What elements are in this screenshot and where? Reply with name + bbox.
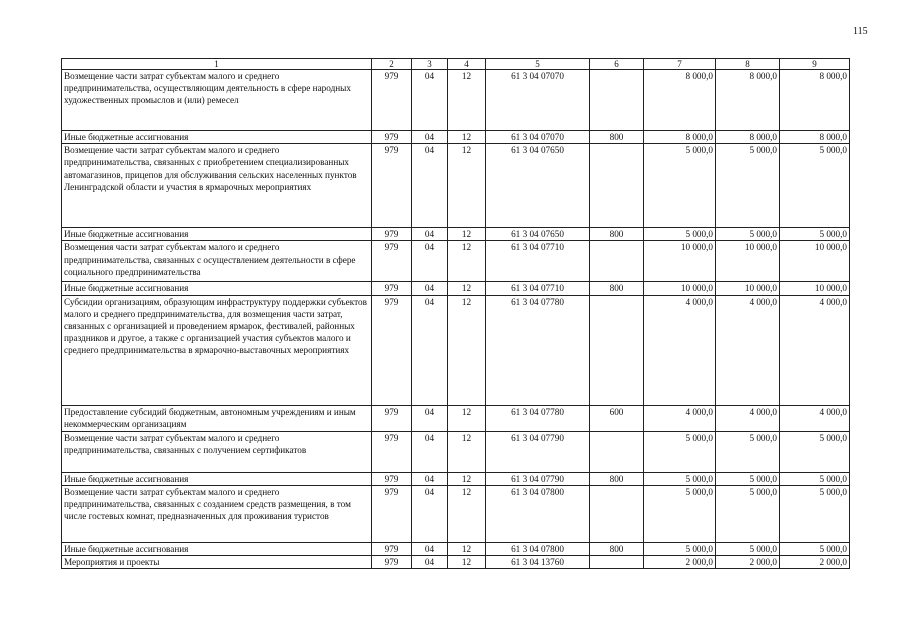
amount-year-2: 5 000,0 [716,431,780,472]
amount-year-1: 8 000,0 [644,70,716,131]
target-article-code: 61 3 04 07790 [486,472,590,485]
subsection-code: 12 [448,485,486,542]
section-code: 04 [412,70,448,131]
table-row [62,131,850,144]
amount-year-2: 10 000,0 [716,282,780,295]
column-number: 9 [780,59,850,70]
column-number: 5 [486,59,590,70]
section-code: 04 [412,472,448,485]
amount-year-3: 10 000,0 [780,241,850,282]
amount-year-2: 4 000,0 [716,405,780,431]
amount-year-1: 4 000,0 [644,295,716,405]
amount-year-2: 8 000,0 [716,131,780,144]
section-code: 04 [412,431,448,472]
table-row [62,556,850,569]
expense-type-code: 800 [590,131,644,144]
table-row [62,405,850,431]
expense-type-code [590,70,644,131]
amount-year-3: 5 000,0 [780,542,850,555]
amount-year-1: 5 000,0 [644,542,716,555]
section-code: 04 [412,241,448,282]
table-row [62,485,850,542]
column-number: 2 [372,59,412,70]
target-article-code: 61 3 04 07780 [486,295,590,405]
amount-year-2: 5 000,0 [716,472,780,485]
section-code: 04 [412,405,448,431]
row-description: Иные бюджетные ассигнования [62,472,372,485]
amount-year-1: 5 000,0 [644,144,716,228]
amount-year-3: 2 000,0 [780,556,850,569]
amount-year-3: 4 000,0 [780,295,850,405]
budget-table [61,58,850,569]
table-row [62,542,850,555]
section-code: 04 [412,282,448,295]
column-number: 8 [716,59,780,70]
row-description: Предоставление субсидий бюджетным, автономным учреждениям и иным некоммерческим организациям [62,405,372,431]
row-description: Иные бюджетные ассигнования [62,542,372,555]
table-row [62,431,850,472]
amount-year-3: 8 000,0 [780,131,850,144]
subsection-code: 12 [448,556,486,569]
amount-year-1: 5 000,0 [644,472,716,485]
amount-year-2: 8 000,0 [716,70,780,131]
row-description: Иные бюджетные ассигнования [62,228,372,241]
target-article-code: 61 3 04 07800 [486,542,590,555]
subsection-code: 12 [448,131,486,144]
ministry-code: 979 [372,241,412,282]
row-description: Возмещение части затрат субъектам малого и среднего предпринимательства, связанных с получением сертификатов [62,431,372,472]
amount-year-1: 5 000,0 [644,431,716,472]
amount-year-1: 4 000,0 [644,405,716,431]
row-description: Мероприятия и проекты [62,556,372,569]
ministry-code: 979 [372,431,412,472]
expense-type-code: 800 [590,472,644,485]
section-code: 04 [412,228,448,241]
amount-year-3: 5 000,0 [780,431,850,472]
amount-year-2: 5 000,0 [716,144,780,228]
amount-year-1: 10 000,0 [644,241,716,282]
ministry-code: 979 [372,556,412,569]
target-article-code: 61 3 04 07070 [486,131,590,144]
expense-type-code: 800 [590,282,644,295]
target-article-code: 61 3 04 13760 [486,556,590,569]
column-number: 3 [412,59,448,70]
expense-type-code: 800 [590,542,644,555]
table-row [62,472,850,485]
column-number: 6 [590,59,644,70]
amount-year-3: 4 000,0 [780,405,850,431]
expense-type-code: 800 [590,228,644,241]
expense-type-code [590,295,644,405]
table-row [62,241,850,282]
target-article-code: 61 3 04 07710 [486,241,590,282]
amount-year-3: 5 000,0 [780,228,850,241]
ministry-code: 979 [372,472,412,485]
amount-year-1: 2 000,0 [644,556,716,569]
ministry-code: 979 [372,70,412,131]
ministry-code: 979 [372,282,412,295]
section-code: 04 [412,485,448,542]
page-number: 115 [853,26,868,37]
target-article-code: 61 3 04 07780 [486,405,590,431]
amount-year-2: 5 000,0 [716,542,780,555]
target-article-code: 61 3 04 07070 [486,70,590,131]
ministry-code: 979 [372,405,412,431]
subsection-code: 12 [448,295,486,405]
table-row [62,282,850,295]
section-code: 04 [412,542,448,555]
expense-type-code [590,241,644,282]
expense-type-code: 600 [590,405,644,431]
amount-year-2: 2 000,0 [716,556,780,569]
amount-year-2: 5 000,0 [716,485,780,542]
row-description: Иные бюджетные ассигнования [62,282,372,295]
row-description: Иные бюджетные ассигнования [62,131,372,144]
row-description: Возмещение части затрат субъектам малого и среднего предпринимательства, связанных с приобретением специализированных автомагазинов, прицепов для обслуживания сельских населенных пунктов Ленинградской области и участия в ярмарочных мероприятиях [62,144,372,228]
section-code: 04 [412,144,448,228]
target-article-code: 61 3 04 07800 [486,485,590,542]
amount-year-3: 10 000,0 [780,282,850,295]
ministry-code: 979 [372,131,412,144]
amount-year-3: 5 000,0 [780,144,850,228]
amount-year-1: 5 000,0 [644,485,716,542]
row-description: Возмещение части затрат субъектам малого и среднего предпринимательства, связанных с созданием средств размещения, в том числе гостевых комнат, предназначенных для проживания туристов [62,485,372,542]
amount-year-3: 5 000,0 [780,472,850,485]
column-number: 4 [448,59,486,70]
expense-type-code [590,144,644,228]
expense-type-code [590,556,644,569]
row-description: Возмещения части затрат субъектам малого и среднего предпринимательства, связанных с осуществлением деятельности в сфере социального предпринимательства [62,241,372,282]
subsection-code: 12 [448,70,486,131]
subsection-code: 12 [448,542,486,555]
target-article-code: 61 3 04 07790 [486,431,590,472]
amount-year-1: 5 000,0 [644,228,716,241]
column-number: 1 [62,59,372,70]
amount-year-2: 10 000,0 [716,241,780,282]
ministry-code: 979 [372,295,412,405]
column-number: 7 [644,59,716,70]
table-row [62,228,850,241]
amount-year-2: 4 000,0 [716,295,780,405]
amount-year-1: 8 000,0 [644,131,716,144]
row-description: Субсидии организациям, образующим инфраструктуру поддержки субъектов малого и среднего предпринимательства, для возмещения части затрат, связанных с организацией и проведением ярмарок, фестивалей, районных праздников и другое, а также с организацией участия субъектов малого и среднего предпринимательства в ярмарочно-выставочных мероприятиях [62,295,372,405]
ministry-code: 979 [372,542,412,555]
amount-year-1: 10 000,0 [644,282,716,295]
amount-year-3: 5 000,0 [780,485,850,542]
expense-type-code [590,485,644,542]
section-code: 04 [412,556,448,569]
expense-type-code [590,431,644,472]
section-code: 04 [412,131,448,144]
row-description: Возмещение части затрат субъектам малого и среднего предпринимательства, осуществляющим деятельность в сфере народных художественных промыслов и (или) ремесел [62,70,372,131]
subsection-code: 12 [448,472,486,485]
subsection-code: 12 [448,144,486,228]
target-article-code: 61 3 04 07650 [486,144,590,228]
amount-year-3: 8 000,0 [780,70,850,131]
subsection-code: 12 [448,228,486,241]
subsection-code: 12 [448,431,486,472]
column-numbers-row [62,59,850,70]
ministry-code: 979 [372,485,412,542]
target-article-code: 61 3 04 07710 [486,282,590,295]
ministry-code: 979 [372,144,412,228]
table-row [62,70,850,131]
subsection-code: 12 [448,282,486,295]
amount-year-2: 5 000,0 [716,228,780,241]
section-code: 04 [412,295,448,405]
table-row [62,144,850,228]
target-article-code: 61 3 04 07650 [486,228,590,241]
table-row [62,295,850,405]
ministry-code: 979 [372,228,412,241]
subsection-code: 12 [448,405,486,431]
subsection-code: 12 [448,241,486,282]
